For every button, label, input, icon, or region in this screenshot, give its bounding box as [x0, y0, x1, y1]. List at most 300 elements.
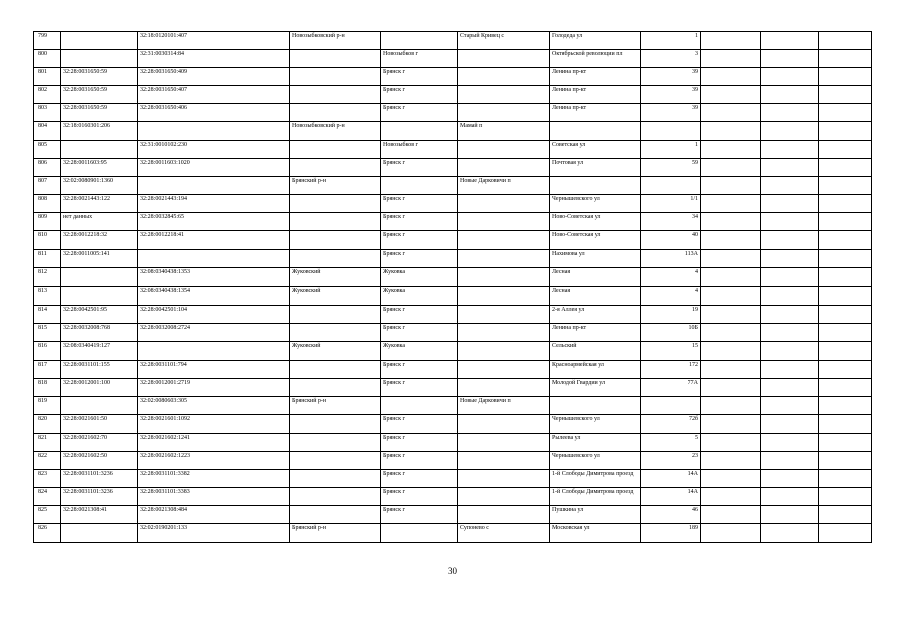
street-cell: Чернышевского ул	[550, 195, 641, 213]
cadastral-old-cell	[61, 50, 138, 68]
locality-cell: Новые Дарковичи п	[458, 397, 550, 415]
extra-cell	[819, 287, 872, 306]
extra-cell	[701, 434, 761, 452]
street-cell: Красноармейская ул	[550, 361, 641, 379]
locality-cell	[458, 159, 550, 177]
extra-cell	[761, 177, 819, 195]
house-cell: 14А	[641, 470, 701, 488]
extra-cell	[761, 86, 819, 104]
cadastral-new-cell	[138, 122, 290, 141]
city-cell: Брянск г	[381, 434, 458, 452]
city-cell: Брянск г	[381, 213, 458, 231]
cadastral-new-cell: 32:28:0031101:3382	[138, 470, 290, 488]
table-row	[34, 122, 872, 141]
cadastral-new-cell: 32:31:0010102:230	[138, 141, 290, 159]
row-number-cell: 821	[34, 434, 61, 452]
house-cell: 1	[641, 141, 701, 159]
extra-cell	[819, 86, 872, 104]
extra-cell	[701, 104, 761, 122]
locality-cell	[458, 488, 550, 506]
house-cell: 4	[641, 268, 701, 287]
district-cell	[290, 470, 381, 488]
street-cell: Чернышевского ул	[550, 415, 641, 434]
locality-cell	[458, 50, 550, 68]
table-row	[34, 488, 872, 506]
city-cell: Брянск г	[381, 361, 458, 379]
extra-cell	[761, 250, 819, 268]
street-cell: Ново-Советская ул	[550, 231, 641, 250]
extra-cell	[761, 213, 819, 231]
extra-cell	[701, 324, 761, 342]
cadastral-old-cell: 32:28:0021602:70	[61, 434, 138, 452]
cadastral-old-cell: 32:28:0012218:32	[61, 231, 138, 250]
cadastral-new-cell: 32:31:0030314:84	[138, 50, 290, 68]
extra-cell	[819, 32, 872, 50]
street-cell	[550, 177, 641, 195]
district-cell: Брянский р-н	[290, 524, 381, 543]
extra-cell	[819, 434, 872, 452]
locality-cell: Мамай п	[458, 122, 550, 141]
house-cell: 23	[641, 452, 701, 470]
row-number-cell: 823	[34, 470, 61, 488]
house-cell: 14А	[641, 488, 701, 506]
extra-cell	[701, 50, 761, 68]
house-cell: 3	[641, 50, 701, 68]
row-number-cell: 804	[34, 122, 61, 141]
extra-cell	[761, 524, 819, 543]
locality-cell	[458, 213, 550, 231]
extra-cell	[819, 361, 872, 379]
cadastral-new-cell: 32:28:0021602:1223	[138, 452, 290, 470]
house-cell: 19	[641, 306, 701, 324]
locality-cell: Новые Дарковичи п	[458, 177, 550, 195]
street-cell: Молодой Гвардии ул	[550, 379, 641, 397]
district-cell	[290, 361, 381, 379]
extra-cell	[701, 177, 761, 195]
cadastral-old-cell: 32:28:0031650:59	[61, 104, 138, 122]
extra-cell	[701, 86, 761, 104]
house-cell	[641, 397, 701, 415]
table-row	[34, 342, 872, 361]
extra-cell	[761, 434, 819, 452]
street-cell: Голодеда ул	[550, 32, 641, 50]
city-cell: Брянск г	[381, 86, 458, 104]
table-row	[34, 470, 872, 488]
city-cell	[381, 32, 458, 50]
cadastral-old-cell: 32:28:0011603:95	[61, 159, 138, 177]
row-number-cell: 814	[34, 306, 61, 324]
cadastral-new-cell: 32:28:0012218:41	[138, 231, 290, 250]
row-number-cell: 824	[34, 488, 61, 506]
extra-cell	[819, 231, 872, 250]
extra-cell	[819, 452, 872, 470]
cadastral-new-cell: 32:28:0032845:65	[138, 213, 290, 231]
city-cell	[381, 177, 458, 195]
extra-cell	[701, 68, 761, 86]
district-cell: Новозыбковский р-н	[290, 32, 381, 50]
cadastral-new-cell: 32:08:0340438:1353	[138, 268, 290, 287]
page-number: 30	[448, 566, 457, 576]
table-row	[34, 86, 872, 104]
district-cell	[290, 159, 381, 177]
row-number-cell: 808	[34, 195, 61, 213]
locality-cell	[458, 361, 550, 379]
house-cell: 10Б	[641, 324, 701, 342]
district-cell: Брянский р-н	[290, 177, 381, 195]
locality-cell	[458, 379, 550, 397]
extra-cell	[701, 213, 761, 231]
street-cell: Лесная	[550, 287, 641, 306]
extra-cell	[701, 195, 761, 213]
extra-cell	[819, 506, 872, 524]
extra-cell	[819, 141, 872, 159]
cadastral-old-cell: нет данных	[61, 213, 138, 231]
house-cell: 40	[641, 231, 701, 250]
house-cell	[641, 122, 701, 141]
locality-cell	[458, 506, 550, 524]
row-number-cell: 825	[34, 506, 61, 524]
house-cell: 39	[641, 104, 701, 122]
extra-cell	[761, 470, 819, 488]
extra-cell	[819, 379, 872, 397]
locality-cell	[458, 287, 550, 306]
district-cell	[290, 452, 381, 470]
house-cell: 72б	[641, 415, 701, 434]
cadastral-new-cell	[138, 342, 290, 361]
street-cell: Московская ул	[550, 524, 641, 543]
city-cell	[381, 524, 458, 543]
extra-cell	[701, 470, 761, 488]
extra-cell	[701, 361, 761, 379]
table-row	[34, 250, 872, 268]
extra-cell	[819, 488, 872, 506]
city-cell: Новозыбков г	[381, 141, 458, 159]
street-cell: Пушкина ул	[550, 506, 641, 524]
cadastral-old-cell: 32:02:0080901:1360	[61, 177, 138, 195]
extra-cell	[761, 68, 819, 86]
cadastral-new-cell: 32:28:0021443:194	[138, 195, 290, 213]
extra-cell	[701, 250, 761, 268]
city-cell: Брянск г	[381, 159, 458, 177]
table-row	[34, 104, 872, 122]
cadastral-old-cell: 32:28:0031101:3236	[61, 488, 138, 506]
extra-cell	[819, 159, 872, 177]
extra-cell	[761, 379, 819, 397]
district-cell	[290, 415, 381, 434]
cadastral-new-cell: 32:28:0031650:406	[138, 104, 290, 122]
city-cell: Брянск г	[381, 68, 458, 86]
row-number-cell: 801	[34, 68, 61, 86]
city-cell: Брянск г	[381, 195, 458, 213]
city-cell: Брянск г	[381, 415, 458, 434]
table-row	[34, 324, 872, 342]
locality-cell: Супонево с	[458, 524, 550, 543]
house-cell: 46	[641, 506, 701, 524]
cadastral-old-cell: 32:28:0031101:3236	[61, 470, 138, 488]
table-row	[34, 379, 872, 397]
cadastral-old-cell: 32:28:0032008:768	[61, 324, 138, 342]
cadastral-old-cell: 32:28:0021443:122	[61, 195, 138, 213]
row-number-cell: 817	[34, 361, 61, 379]
table-row	[34, 434, 872, 452]
extra-cell	[761, 122, 819, 141]
table-row	[34, 50, 872, 68]
extra-cell	[701, 287, 761, 306]
locality-cell	[458, 195, 550, 213]
cadastral-old-cell: 32:28:0042501:95	[61, 306, 138, 324]
extra-cell	[761, 324, 819, 342]
extra-cell	[819, 177, 872, 195]
extra-cell	[701, 397, 761, 415]
cadastral-old-cell	[61, 268, 138, 287]
city-cell: Жуковка	[381, 342, 458, 361]
street-cell: Рылеева ул	[550, 434, 641, 452]
table-row	[34, 397, 872, 415]
street-cell: Лесная	[550, 268, 641, 287]
extra-cell	[761, 361, 819, 379]
locality-cell	[458, 415, 550, 434]
table-row	[34, 361, 872, 379]
registry-table	[33, 31, 872, 543]
extra-cell	[761, 159, 819, 177]
row-number-cell: 807	[34, 177, 61, 195]
extra-cell	[701, 524, 761, 543]
extra-cell	[819, 213, 872, 231]
cadastral-new-cell: 32:28:0031650:409	[138, 68, 290, 86]
extra-cell	[819, 50, 872, 68]
extra-cell	[761, 268, 819, 287]
cadastral-old-cell	[61, 287, 138, 306]
table-row	[34, 177, 872, 195]
street-cell: Нахимова ул	[550, 250, 641, 268]
district-cell	[290, 488, 381, 506]
street-cell: Почтовая ул	[550, 159, 641, 177]
row-number-cell: 816	[34, 342, 61, 361]
row-number-cell: 820	[34, 415, 61, 434]
extra-cell	[761, 104, 819, 122]
street-cell: 1-й Слободы Димитрова проезд	[550, 488, 641, 506]
cadastral-new-cell: 32:28:0021308:484	[138, 506, 290, 524]
city-cell	[381, 122, 458, 141]
extra-cell	[761, 32, 819, 50]
house-cell: 1	[641, 32, 701, 50]
extra-cell	[761, 306, 819, 324]
cadastral-new-cell: 32:28:0032008:2724	[138, 324, 290, 342]
extra-cell	[701, 268, 761, 287]
cadastral-old-cell: 32:28:0011005:141	[61, 250, 138, 268]
district-cell: Жуковский	[290, 268, 381, 287]
district-cell	[290, 231, 381, 250]
district-cell	[290, 86, 381, 104]
cadastral-new-cell: 32:28:0031101:3383	[138, 488, 290, 506]
street-cell: Советская ул	[550, 141, 641, 159]
cadastral-old-cell: 32:28:0012001:100	[61, 379, 138, 397]
house-cell: 172	[641, 361, 701, 379]
street-cell: Ново-Советская ул	[550, 213, 641, 231]
extra-cell	[819, 68, 872, 86]
street-cell: Ленина пр-кт	[550, 324, 641, 342]
table-row	[34, 195, 872, 213]
row-number-cell: 809	[34, 213, 61, 231]
row-number-cell: 800	[34, 50, 61, 68]
city-cell: Брянск г	[381, 488, 458, 506]
district-cell: Жуковский	[290, 287, 381, 306]
extra-cell	[701, 231, 761, 250]
extra-cell	[819, 397, 872, 415]
extra-cell	[701, 306, 761, 324]
row-number-cell: 810	[34, 231, 61, 250]
row-number-cell: 806	[34, 159, 61, 177]
locality-cell	[458, 434, 550, 452]
district-cell	[290, 195, 381, 213]
table-row	[34, 524, 872, 543]
extra-cell	[761, 287, 819, 306]
house-cell: 5	[641, 434, 701, 452]
table-row	[34, 213, 872, 231]
extra-cell	[761, 415, 819, 434]
extra-cell	[761, 50, 819, 68]
city-cell: Брянск г	[381, 306, 458, 324]
district-cell: Брянский р-н	[290, 397, 381, 415]
cadastral-new-cell: 32:28:0031650:407	[138, 86, 290, 104]
extra-cell	[701, 159, 761, 177]
house-cell: 77А	[641, 379, 701, 397]
row-number-cell: 822	[34, 452, 61, 470]
district-cell	[290, 506, 381, 524]
table-row	[34, 415, 872, 434]
extra-cell	[701, 141, 761, 159]
city-cell: Жуковка	[381, 287, 458, 306]
cadastral-old-cell: 32:18:0160301:206	[61, 122, 138, 141]
row-number-cell: 815	[34, 324, 61, 342]
table-row	[34, 452, 872, 470]
house-cell: 15	[641, 342, 701, 361]
district-cell	[290, 324, 381, 342]
extra-cell	[701, 379, 761, 397]
cadastral-old-cell: 32:28:0031650:59	[61, 86, 138, 104]
row-number-cell: 805	[34, 141, 61, 159]
city-cell: Брянск г	[381, 452, 458, 470]
street-cell	[550, 122, 641, 141]
table-row	[34, 68, 872, 86]
extra-cell	[819, 470, 872, 488]
extra-cell	[819, 122, 872, 141]
cadastral-new-cell: 32:28:0042501:104	[138, 306, 290, 324]
house-cell: 1/1	[641, 195, 701, 213]
locality-cell	[458, 470, 550, 488]
extra-cell	[761, 452, 819, 470]
extra-cell	[819, 104, 872, 122]
table-row	[34, 306, 872, 324]
district-cell	[290, 141, 381, 159]
row-number-cell: 803	[34, 104, 61, 122]
city-cell: Новозыбков г	[381, 50, 458, 68]
locality-cell	[458, 306, 550, 324]
row-number-cell: 818	[34, 379, 61, 397]
house-cell: 189	[641, 524, 701, 543]
street-cell: Ленина пр-кт	[550, 86, 641, 104]
street-cell: Сельский	[550, 342, 641, 361]
extra-cell	[701, 452, 761, 470]
city-cell	[381, 397, 458, 415]
house-cell: 4	[641, 287, 701, 306]
locality-cell	[458, 268, 550, 287]
row-number-cell: 802	[34, 86, 61, 104]
cadastral-new-cell: 32:28:0012001:2719	[138, 379, 290, 397]
locality-cell	[458, 452, 550, 470]
district-cell	[290, 306, 381, 324]
cadastral-old-cell: 32:28:0031101:155	[61, 361, 138, 379]
cadastral-new-cell: 32:28:0021602:1241	[138, 434, 290, 452]
extra-cell	[761, 195, 819, 213]
table-body	[34, 32, 872, 543]
cadastral-old-cell: 32:28:0021602:50	[61, 452, 138, 470]
extra-cell	[701, 488, 761, 506]
extra-cell	[701, 506, 761, 524]
cadastral-new-cell: 32:02:0190201:133	[138, 524, 290, 543]
extra-cell	[701, 415, 761, 434]
house-cell: 34	[641, 213, 701, 231]
street-cell: 1-й Слободы Димитрова проезд	[550, 470, 641, 488]
district-cell	[290, 250, 381, 268]
locality-cell	[458, 231, 550, 250]
district-cell	[290, 379, 381, 397]
cadastral-new-cell	[138, 177, 290, 195]
city-cell: Брянск г	[381, 324, 458, 342]
cadastral-new-cell: 32:18:0120101:407	[138, 32, 290, 50]
extra-cell	[701, 342, 761, 361]
district-cell: Новозыбковский р-н	[290, 122, 381, 141]
street-cell: Ленина пр-кт	[550, 104, 641, 122]
city-cell: Брянск г	[381, 470, 458, 488]
extra-cell	[819, 306, 872, 324]
row-number-cell: 826	[34, 524, 61, 543]
row-number-cell: 812	[34, 268, 61, 287]
cadastral-new-cell	[138, 250, 290, 268]
cadastral-new-cell: 32:28:0011603:1020	[138, 159, 290, 177]
locality-cell	[458, 68, 550, 86]
cadastral-old-cell	[61, 397, 138, 415]
district-cell	[290, 434, 381, 452]
locality-cell	[458, 86, 550, 104]
extra-cell	[819, 342, 872, 361]
cadastral-new-cell: 32:28:0031101:794	[138, 361, 290, 379]
street-cell: Ленина пр-кт	[550, 68, 641, 86]
street-cell: Чернышевского ул	[550, 452, 641, 470]
cadastral-old-cell: 32:28:0031650:59	[61, 68, 138, 86]
city-cell: Брянск г	[381, 379, 458, 397]
house-cell	[641, 177, 701, 195]
street-cell	[550, 397, 641, 415]
row-number-cell: 819	[34, 397, 61, 415]
locality-cell	[458, 324, 550, 342]
city-cell: Брянск г	[381, 506, 458, 524]
extra-cell	[819, 324, 872, 342]
extra-cell	[761, 488, 819, 506]
city-cell: Брянск г	[381, 250, 458, 268]
street-cell: Октябрьской революции пл	[550, 50, 641, 68]
cadastral-old-cell	[61, 32, 138, 50]
extra-cell	[761, 141, 819, 159]
table-row	[34, 287, 872, 306]
house-cell: 113А	[641, 250, 701, 268]
cadastral-old-cell: 32:28:0021601:50	[61, 415, 138, 434]
locality-cell: Старый Кривец с	[458, 32, 550, 50]
table-row	[34, 159, 872, 177]
house-cell: 39	[641, 68, 701, 86]
extra-cell	[819, 415, 872, 434]
cadastral-old-cell	[61, 524, 138, 543]
